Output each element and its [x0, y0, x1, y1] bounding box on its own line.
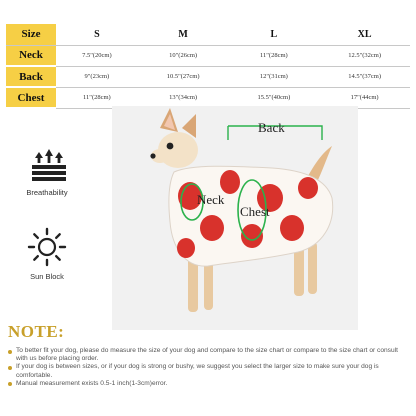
- size-col-l: L: [228, 24, 319, 45]
- size-chart-table: [6, 24, 410, 109]
- note-item-text: If your dog is between sizes, or if your dog is strong or bushy, we suggest you select the larger size to make sure your dog is comfortable.: [16, 363, 379, 379]
- feature-sun-block: [16, 226, 78, 281]
- size-col-s: S: [56, 24, 138, 45]
- measure-label-neck: Neck: [197, 192, 225, 207]
- breathability-icon: [25, 144, 69, 184]
- note-item-text: To better fit your dog, please do measure the size of your dog and compare to the size chart or compare to the size chart or consult with us before placing order.: [16, 347, 398, 363]
- size-row-chest: [6, 87, 410, 108]
- row-label-chest: Chest: [6, 87, 56, 108]
- size-col-xl: XL: [319, 24, 410, 45]
- neck-m-value: 10"(26cm): [138, 45, 229, 66]
- notes-list: [8, 347, 410, 388]
- sun-icon: [25, 226, 69, 268]
- bullet-icon: [8, 350, 12, 354]
- bullet-icon: [8, 366, 12, 370]
- back-xl-value: 14.5"(37cm): [319, 66, 410, 87]
- dog-wearing-shirt-illustration: [112, 106, 358, 330]
- size-col-m: M: [138, 24, 229, 45]
- note-item: [8, 380, 410, 388]
- chest-xl-value: 17"(44cm): [319, 87, 410, 108]
- note-item: [8, 347, 410, 363]
- neck-l-value: 11"(28cm): [228, 45, 319, 66]
- feature-sun-block-label: Sun Block: [30, 272, 64, 281]
- feature-breathability-label: Breathability: [26, 188, 68, 197]
- row-label-back: Back: [6, 66, 56, 87]
- back-s-value: 9"(23cm): [56, 66, 138, 87]
- size-header-label: Size: [6, 24, 56, 45]
- feature-breathability: [16, 144, 78, 197]
- note-title: NOTE:: [8, 322, 65, 341]
- back-l-value: 12"(31cm): [228, 66, 319, 87]
- size-row-back: [6, 66, 410, 87]
- product-photo: [112, 106, 358, 330]
- back-m-value: 10.5"(27cm): [138, 66, 229, 87]
- size-header-row: [6, 24, 410, 45]
- neck-s-value: 7.5"(20cm): [56, 45, 138, 66]
- chest-s-value: 11"(28cm): [56, 87, 138, 108]
- chest-l-value: 15.5"(40cm): [228, 87, 319, 108]
- row-label-neck: Neck: [6, 45, 56, 66]
- measure-label-chest: Chest: [240, 204, 270, 219]
- measure-label-back: Back: [258, 120, 285, 135]
- chest-m-value: 13"(34cm): [138, 87, 229, 108]
- size-row-neck: [6, 45, 410, 66]
- note-item-text: Manual measurement exists 0.5-1 inch(1-3cm)error.: [16, 379, 168, 387]
- neck-xl-value: 12.5"(32cm): [319, 45, 410, 66]
- bullet-icon: [8, 382, 12, 386]
- note-item: [8, 363, 410, 379]
